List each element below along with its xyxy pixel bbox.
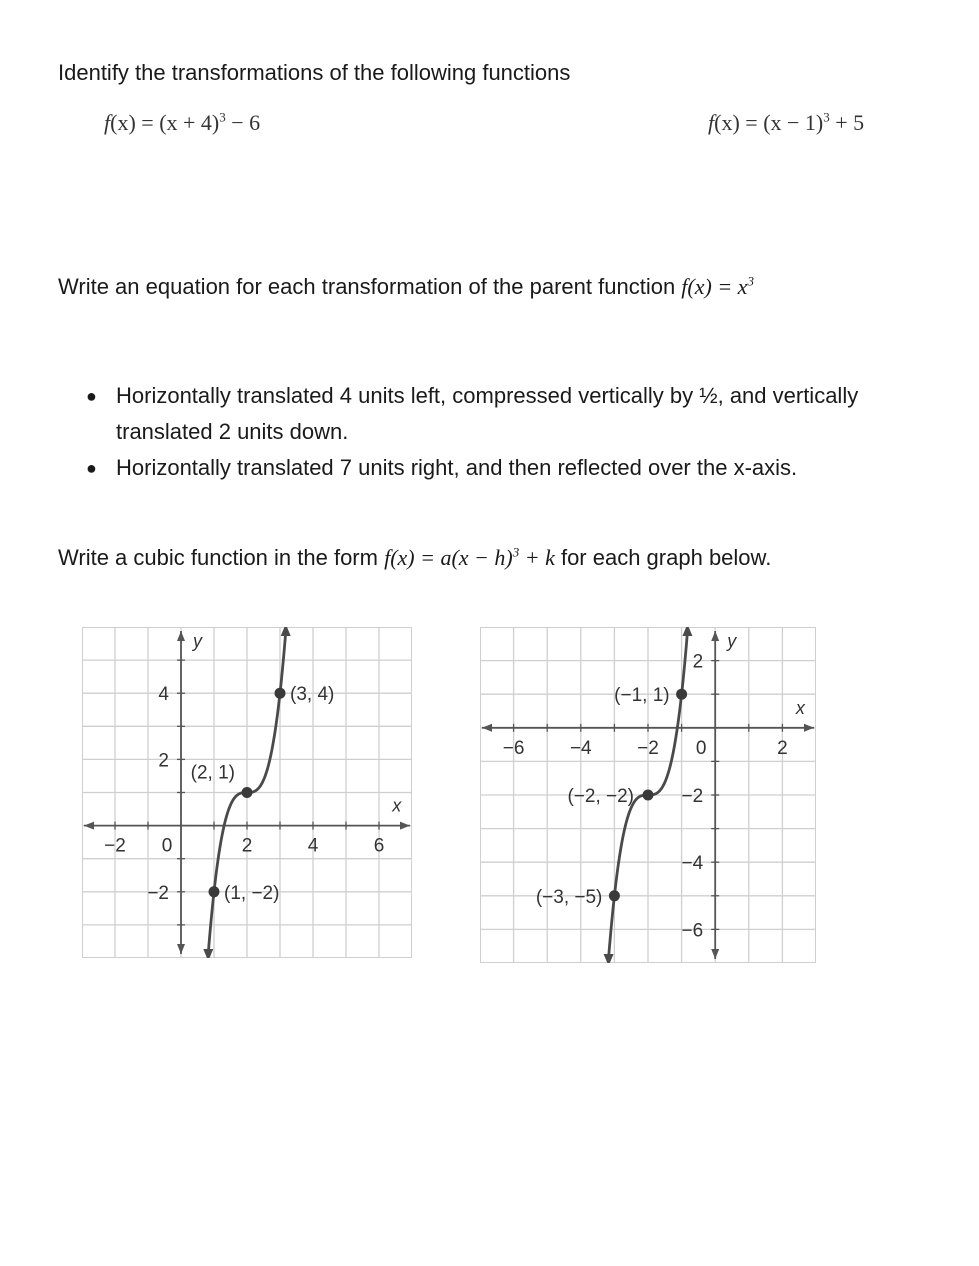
y-tick-label: −4 — [681, 853, 704, 875]
point-label: (−3, −5) — [535, 886, 603, 908]
data-point — [676, 689, 687, 700]
bullet-icon: ● — [86, 386, 97, 406]
x-tick-label: −6 — [502, 737, 525, 759]
y-tick-label: 4 — [158, 684, 169, 706]
list-item: ● Horizontally translated 7 units right, and then reflected over the x-axis. — [86, 450, 926, 486]
x-axis-arrow-left — [482, 724, 492, 732]
x-tick-label: 0 — [695, 737, 707, 759]
y-axis-arrow-up — [177, 631, 185, 641]
section1-heading: Identify the transformations of the following functions — [58, 60, 571, 85]
curve-arrow-down — [203, 949, 213, 958]
x-axis-label: x — [795, 697, 805, 718]
x-axis-label: x — [392, 795, 402, 816]
function-2: $f(x) = (x - 1)^3 + 5$ — [708, 109, 865, 135]
graph-1 — [82, 627, 412, 958]
y-tick-label: −2 — [681, 786, 704, 807]
x-tick-label: 6 — [373, 835, 385, 857]
list-item: ● Horizontally translated 4 units left, compressed vertically by ½, and vertically translated 2 units down. — [86, 378, 926, 450]
x-tick-label: −4 — [569, 737, 592, 759]
point-label: (−1, 1) — [614, 685, 670, 707]
curve-arrow-up — [682, 627, 692, 636]
y-axis-arrow-down — [711, 949, 719, 959]
y-tick-label: −2 — [147, 882, 169, 904]
data-point — [209, 886, 220, 897]
bullet-icon: ● — [86, 458, 97, 478]
data-point — [643, 790, 654, 801]
x-axis-arrow-right — [804, 724, 814, 732]
cubic-form: $f(x) = a(x - h)^3 + k$ — [384, 544, 555, 570]
graph-2 — [480, 627, 816, 963]
x-tick-label: 2 — [241, 835, 253, 857]
curve-arrow-down — [604, 954, 614, 963]
point-label: (3, 4) — [290, 684, 335, 706]
x-tick-label: −2 — [637, 737, 659, 759]
point-label: (−2, −2) — [567, 786, 634, 807]
parent-function: $f(x) = x^3$ — [681, 273, 754, 299]
y-axis-arrow-down — [177, 944, 185, 954]
x-tick-label: 4 — [307, 835, 319, 857]
y-tick-label: 2 — [158, 750, 169, 772]
data-point — [242, 787, 253, 798]
transformation-list — [86, 378, 926, 486]
x-axis-arrow-left — [84, 822, 94, 830]
y-tick-label: 2 — [692, 651, 704, 673]
section2-heading: Write an equation for each transformation of the parent function $f(x) = x^3$ — [58, 273, 754, 299]
x-tick-label: −2 — [104, 835, 126, 857]
y-tick-label: −6 — [681, 920, 704, 942]
y-axis-arrow-up — [711, 631, 719, 641]
point-label: (1, −2) — [224, 882, 280, 904]
point-label: (2, 1) — [190, 762, 235, 784]
x-axis-arrow-right — [400, 822, 410, 830]
section3-heading: Write a cubic function in the form $f(x) = a(x - h)^3 + k$ for each graph below. — [58, 544, 772, 570]
y-axis-label: y — [727, 631, 737, 651]
y-axis-label: y — [193, 631, 202, 651]
x-tick-label: 2 — [777, 737, 788, 759]
data-point — [275, 688, 286, 699]
function-1: $f(x) = (x + 4)^3 - 6$ — [104, 109, 261, 135]
x-tick-label: 0 — [161, 835, 173, 857]
curve-arrow-up — [281, 627, 291, 636]
data-point — [609, 890, 620, 901]
